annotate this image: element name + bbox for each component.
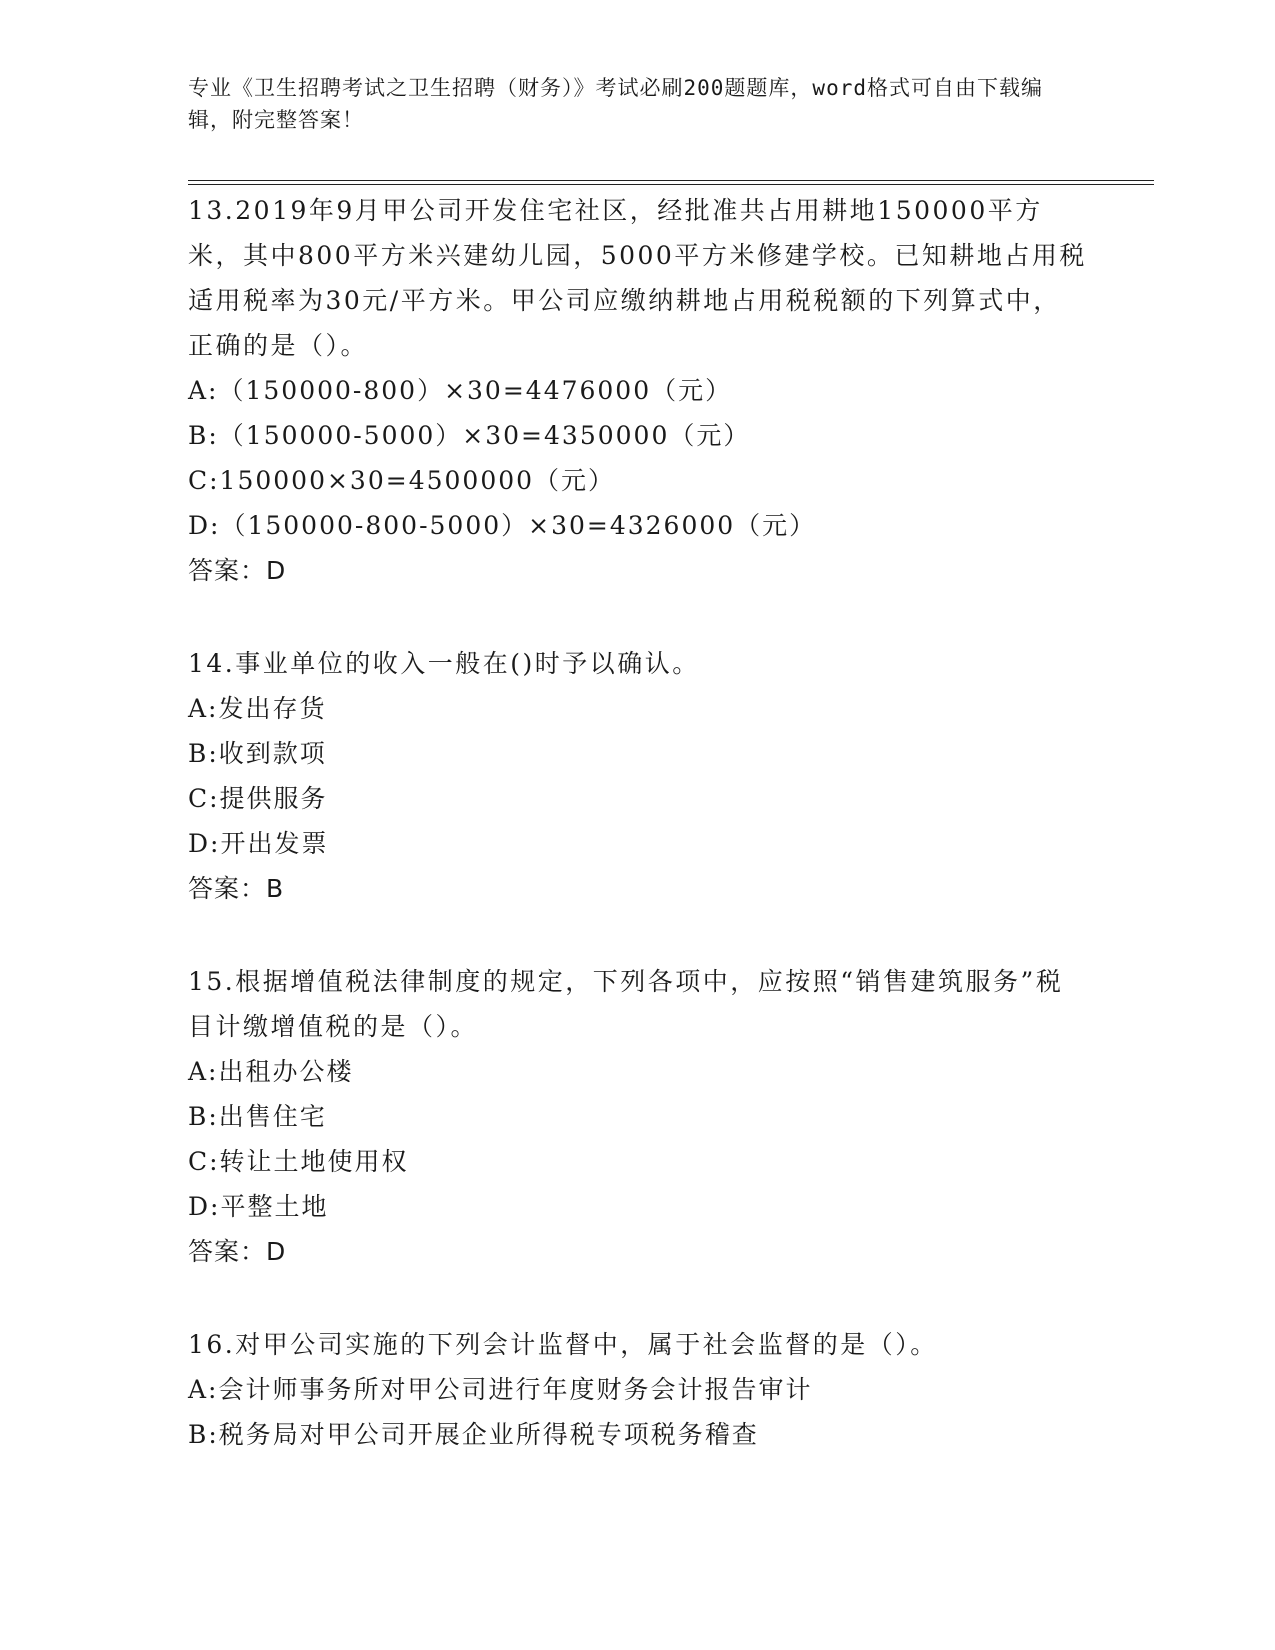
question-stem: 14.事业单位的收入一般在()时予以确认。 xyxy=(188,649,700,678)
question-16 xyxy=(188,1322,1088,1457)
answer: 答案：B xyxy=(188,874,285,903)
option-d: D:开出发票 xyxy=(188,829,329,858)
option-a: A:（150000-800）×30=4476000（元） xyxy=(188,376,733,405)
option-b: B:收到款项 xyxy=(188,739,327,768)
document-header: 专业《卫生招聘考试之卫生招聘（财务）》考试必刷200题题库，word格式可自由下载编辑，附完整答案！ xyxy=(188,76,1043,132)
header-divider-bottom xyxy=(188,184,1154,185)
question-14 xyxy=(188,641,1088,911)
option-a: A:发出存货 xyxy=(188,694,327,723)
option-a: A:会计师事务所对甲公司进行年度财务会计报告审计 xyxy=(188,1375,813,1404)
option-b: B:税务局对甲公司开展企业所得税专项税务稽查 xyxy=(188,1420,759,1449)
option-c: C:提供服务 xyxy=(188,784,328,813)
option-c: C:转让土地使用权 xyxy=(188,1147,409,1176)
option-b: B:（150000-5000）×30=4350000（元） xyxy=(188,421,751,450)
question-stem: 16.对甲公司实施的下列会计监督中，属于社会监督的是（）。 xyxy=(188,1330,938,1359)
option-a: A:出租办公楼 xyxy=(188,1057,354,1086)
option-b: B:出售住宅 xyxy=(188,1102,327,1131)
option-c: C:150000×30=4500000（元） xyxy=(188,466,616,495)
option-d: D:（150000-800-5000）×30=4326000（元） xyxy=(188,511,817,540)
question-15 xyxy=(188,959,1088,1274)
question-stem: 15.根据增值税法律制度的规定，下列各项中，应按照“销售建筑服务”税目计缴增值税的是（）。 xyxy=(188,967,1064,1041)
question-stem: 13.2019年9月甲公司开发住宅社区，经批准共占用耕地150000平方米，其中800平方米兴建幼儿园，5000平方米修建学校。已知耕地占用税适用税率为30元/平方米。甲公司应缴纳耕地占用税税额的下列算式中，正确的是（）。 xyxy=(188,196,1087,360)
answer: 答案：D xyxy=(188,556,287,585)
option-d: D:平整土地 xyxy=(188,1192,329,1221)
question-list xyxy=(188,188,1088,1505)
header-divider-top xyxy=(188,180,1154,181)
question-13 xyxy=(188,188,1088,593)
answer: 答案：D xyxy=(188,1237,287,1266)
